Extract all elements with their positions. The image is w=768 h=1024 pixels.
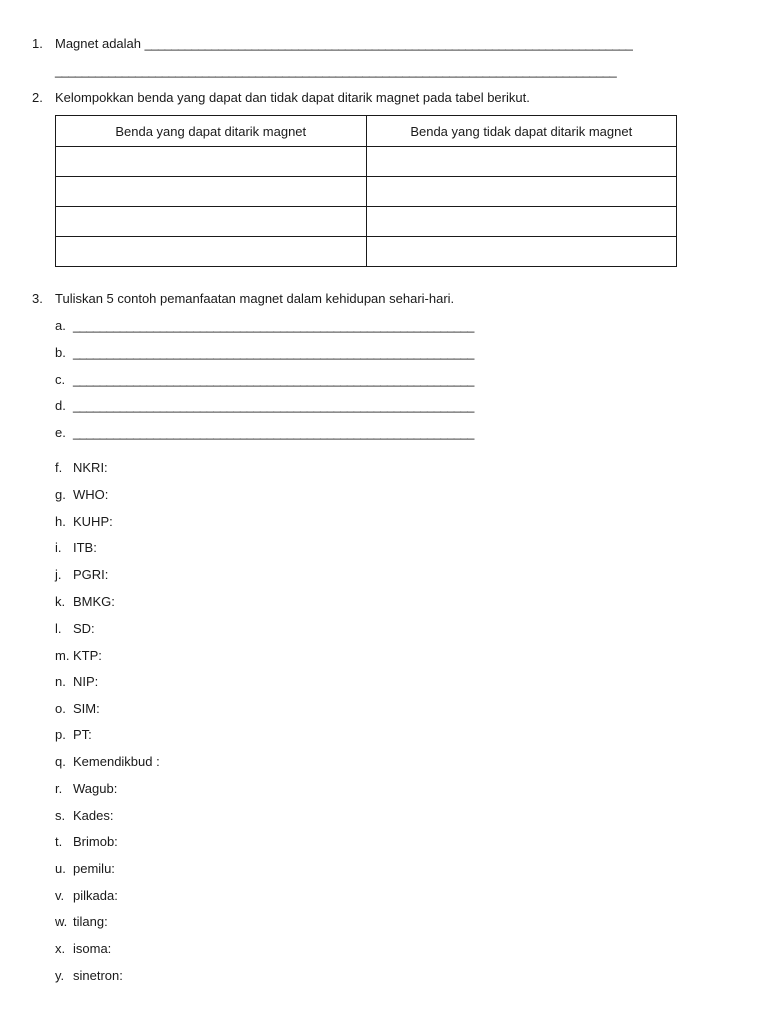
table-cell[interactable] — [366, 147, 677, 177]
item-text: SIM: — [73, 701, 100, 716]
item-letter: n. — [55, 674, 66, 689]
table-header-row — [56, 116, 677, 147]
item-text: NKRI: — [73, 460, 108, 475]
item-text: Kades: — [73, 808, 114, 823]
item-text: KTP: — [73, 648, 102, 663]
question-1-answer-line-2: ____________________________________________________________________________________ — [55, 63, 617, 78]
table-cell[interactable] — [56, 177, 367, 207]
question-3-text: Tuliskan 5 contoh pemanfaatan magnet dalam kehidupan sehari-hari. — [55, 291, 455, 306]
answer-letter: b. — [55, 345, 66, 360]
answer-letter: d. — [55, 398, 66, 413]
table-cell[interactable] — [56, 147, 367, 177]
table-cell[interactable] — [366, 177, 677, 207]
question-1-number: 1. — [32, 36, 43, 51]
item-letter: h. — [55, 514, 66, 529]
table-cell[interactable] — [56, 207, 367, 237]
table-cell[interactable] — [366, 237, 677, 267]
answer-letter: c. — [55, 372, 66, 387]
item-text: KUHP: — [73, 514, 113, 529]
item-text: ITB: — [73, 540, 97, 555]
item-text: isoma: — [73, 941, 112, 956]
item-text: PGRI: — [73, 567, 109, 582]
table-row — [56, 237, 677, 267]
item-letter: t. — [55, 834, 63, 849]
answer-line: ____________________________________________________________ — [73, 425, 474, 440]
answer-letter: a. — [55, 318, 66, 333]
table-cell[interactable] — [366, 207, 677, 237]
table-header-not-attracted: Benda yang tidak dapat ditarik magnet — [366, 116, 677, 147]
answer-line: ____________________________________________________________ — [73, 372, 474, 387]
item-text: WHO: — [73, 487, 109, 502]
item-letter: l. — [55, 621, 62, 636]
answer-line: ____________________________________________________________ — [73, 318, 474, 333]
item-text: pemilu: — [73, 861, 115, 876]
question-2-number: 2. — [32, 90, 43, 105]
item-text: NIP: — [73, 674, 99, 689]
item-letter: p. — [55, 727, 66, 742]
item-letter: v. — [55, 888, 65, 903]
item-letter: o. — [55, 701, 66, 716]
table-row — [56, 207, 677, 237]
item-text: PT: — [73, 727, 92, 742]
item-letter: s. — [55, 808, 66, 823]
answer-letter: e. — [55, 425, 66, 440]
item-text: Brimob: — [73, 834, 118, 849]
item-letter: w. — [55, 914, 68, 929]
question-1-answer-line-1: _________________________________________________________________________ — [144, 36, 633, 51]
item-letter: g. — [55, 487, 66, 502]
table-cell[interactable] — [56, 237, 367, 267]
item-text: BMKG: — [73, 594, 115, 609]
item-text: Kemendikbud : — [73, 754, 160, 769]
item-text: tilang: — [73, 914, 108, 929]
item-letter: f. — [55, 460, 63, 475]
question-3-number: 3. — [32, 291, 43, 306]
item-letter: j. — [55, 567, 62, 582]
item-text: Wagub: — [73, 781, 118, 796]
item-text: sinetron: — [73, 968, 123, 983]
question-1-text — [55, 36, 632, 51]
item-letter: q. — [55, 754, 66, 769]
question-2-text: Kelompokkan benda yang dapat dan tidak dapat ditarik magnet pada tabel berikut. — [55, 90, 530, 105]
item-text: SD: — [73, 621, 95, 636]
table-header-attracted: Benda yang dapat ditarik magnet — [56, 116, 367, 147]
item-letter: i. — [55, 540, 62, 555]
table-row — [56, 177, 677, 207]
item-letter: m. — [55, 648, 70, 663]
item-letter: u. — [55, 861, 66, 876]
question-1-prompt: Magnet adalah — [55, 36, 142, 51]
table-row — [56, 147, 677, 177]
item-letter: r. — [55, 781, 63, 796]
item-text: pilkada: — [73, 888, 118, 903]
magnet-classification-table — [55, 115, 677, 267]
item-letter: k. — [55, 594, 66, 609]
answer-line: ____________________________________________________________ — [73, 345, 474, 360]
answer-line: ____________________________________________________________ — [73, 398, 474, 413]
item-letter: x. — [55, 941, 66, 956]
item-letter: y. — [55, 968, 65, 983]
